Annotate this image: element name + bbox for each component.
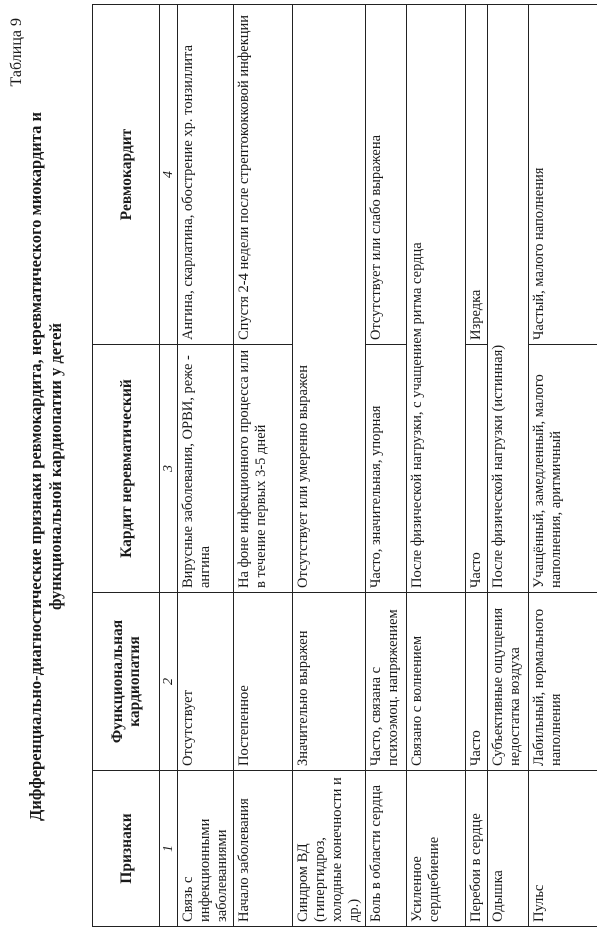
table-row bbox=[488, 5, 529, 927]
table-row bbox=[466, 5, 488, 927]
header-row bbox=[93, 5, 160, 927]
nonrheumatic-cell: Вирусные заболевания, ОРВИ, реже - ангина bbox=[178, 345, 234, 593]
table-row bbox=[407, 5, 466, 927]
table-row bbox=[529, 5, 597, 927]
merged-cell: После физической нагрузки, с учащением ритма сердца bbox=[407, 5, 466, 593]
header-nonrheumatic: Кардит неревматический bbox=[93, 345, 160, 593]
functional-cell: Связано с волнением bbox=[407, 593, 466, 771]
col-number: 3 bbox=[160, 345, 178, 593]
functional-cell: Лабильный, нормального наполнения bbox=[529, 593, 597, 771]
functional-cell: Постепенное bbox=[234, 593, 293, 771]
nonrheumatic-cell: Часто bbox=[466, 345, 488, 593]
rheumatic-cell: Изредка bbox=[466, 5, 488, 345]
rheumatic-cell: Спустя 2-4 недели после стрептококковой инфекции bbox=[234, 5, 293, 345]
header-signs: Признаки bbox=[93, 771, 160, 927]
rheumatic-cell: Ангина, скарлатина, обострение хр. тонзиллита bbox=[178, 5, 234, 345]
functional-cell: Часто, связана с психоэмоц. напряжением bbox=[366, 593, 407, 771]
diagnostic-table bbox=[92, 4, 597, 927]
nonrheumatic-cell: Часто, значительная, упорная bbox=[366, 345, 407, 593]
functional-cell: Субъективные ощущения недостатка воздуха bbox=[488, 593, 529, 771]
sign-cell: Синдром ВД (гипергидроз, холодные конечности и др.) bbox=[293, 771, 366, 927]
col-number: 4 bbox=[160, 5, 178, 345]
table-row bbox=[178, 5, 234, 927]
column-number-row bbox=[160, 5, 178, 927]
merged-cell: После физической нагрузки (истинная) bbox=[488, 5, 529, 593]
title-line-1: Дифференциально-диагностические признаки ревмокардита, неревматического миокардита и bbox=[26, 112, 45, 821]
sign-cell: Боль в области сердца bbox=[366, 771, 407, 927]
nonrheumatic-cell: Учащённый, замедленный, малого наполнения, аритмичный bbox=[529, 345, 597, 593]
sign-cell: Одышка bbox=[488, 771, 529, 927]
merged-cell: Отсутствует или умеренно выражен bbox=[293, 5, 366, 593]
col-number: 2 bbox=[160, 593, 178, 771]
title-line-2: функциональной кардиопатии у детей bbox=[46, 323, 65, 610]
sign-cell: Связь с инфекционными заболеваниями bbox=[178, 771, 234, 927]
functional-cell: Отсутствует bbox=[178, 593, 234, 771]
sign-cell: Перебои в сердце bbox=[466, 771, 488, 927]
table-row bbox=[366, 5, 407, 927]
table-label: Таблица 9 bbox=[8, 18, 25, 87]
col-number: 1 bbox=[160, 771, 178, 927]
page-title bbox=[26, 4, 66, 929]
nonrheumatic-cell: На фоне инфекционного процесса или в течение первых 3-5 дней bbox=[234, 345, 293, 593]
sign-cell: Пульс bbox=[529, 771, 597, 927]
sign-cell: Начало заболевания bbox=[234, 771, 293, 927]
table-row bbox=[234, 5, 293, 927]
functional-cell: Часто bbox=[466, 593, 488, 771]
sign-cell: Усиленное сердцебиение bbox=[407, 771, 466, 927]
rheumatic-cell: Частый, малого наполнения bbox=[529, 5, 597, 345]
header-functional: Функциональная кардиопатия bbox=[93, 593, 160, 771]
table-row bbox=[293, 5, 366, 927]
functional-cell: Значительно выражен bbox=[293, 593, 366, 771]
header-rheumatic: Ревмокардит bbox=[93, 5, 160, 345]
rheumatic-cell: Отсутствует или слабо выражена bbox=[366, 5, 407, 345]
